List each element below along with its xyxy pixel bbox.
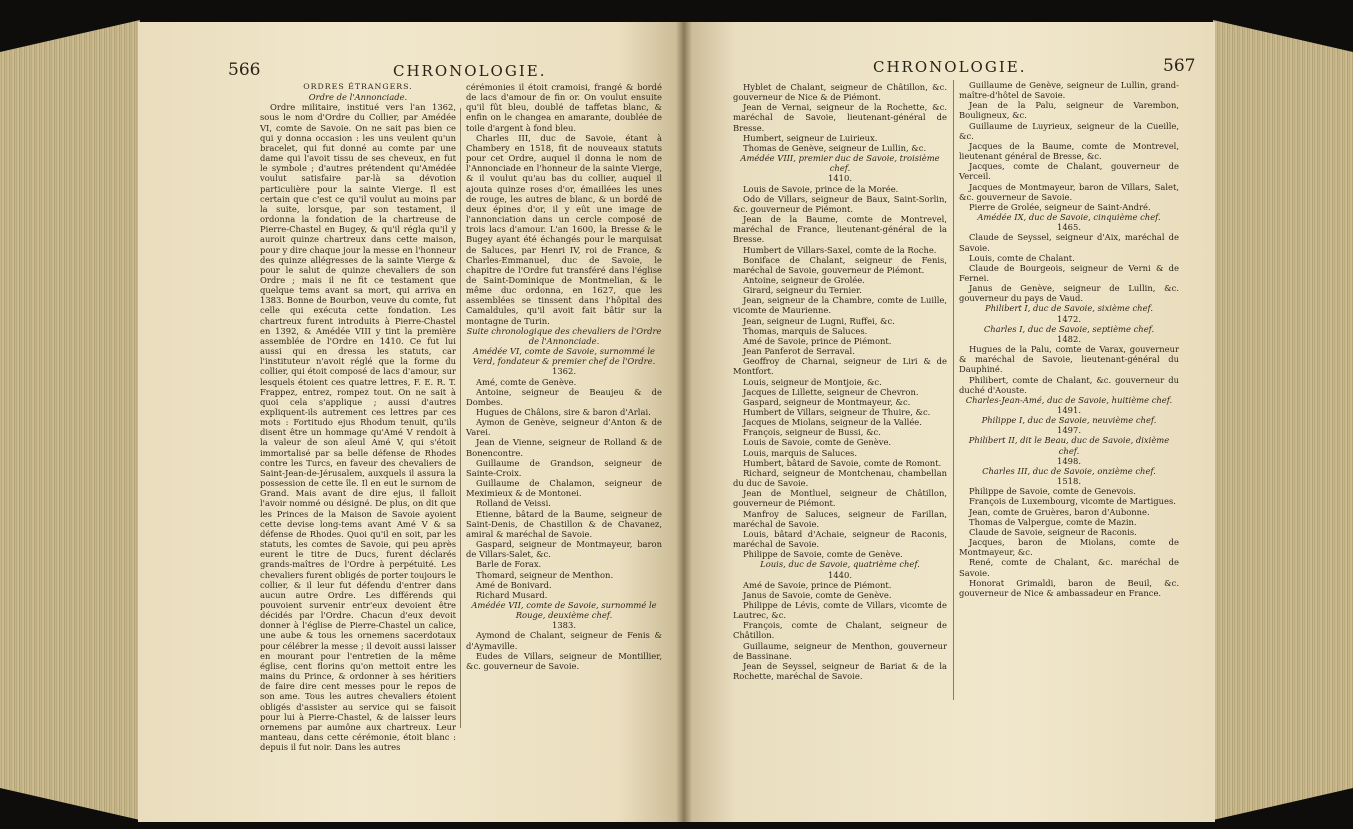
text-line: Honorat Grimaldi, baron de Beuil, &c. gouverneur de Nice & ambassadeur en France. [959, 577, 1179, 598]
text-line: Humbert, seigneur de Luirieux. [743, 132, 878, 143]
text-line: Humbert de Villars-Saxel, comte de la Roche. [743, 244, 937, 255]
text-line: Louis, marquis de Saluces. [743, 447, 858, 458]
text-line: Charles III, duc de Savoie, étant à Chambery en 1518, fit de nouveaux statuts pour cet Ordre, auquel il donna le nom de l'Annonciade en l'honneur de la sainte Vierge, & il voulut qu'au bas du collier, auquel il ajouta quinze roses d'or, émaillées les unes de rouge, les autres de blanc, & un bordé de deux épines d'or, il y eût une image de l'annonciation dans un cercle composé de trois lacs d'amour. L'an 1600, la Bresse & le Bugey ayant été échangés pour le marquisat de Saluces, par Henri IV, roi de France, & Charles-Emmanuel, duc de Savoie, le chapitre de l'Ordre fut transféré dans l'église de Saint-Dominique de Montmelian, & le même duc ordonna, en 1627, que les assemblées se tinssent dans l'hôpital des Camaldules, qu'il avoit fait bâtir sur la montagne de Turin. [466, 132, 663, 326]
text-line: Ordre de l'Annonciade. [308, 92, 408, 103]
text-line: Philippe I, duc de Savoie, neuvième chef. [981, 415, 1157, 426]
text-line: 1497. [1057, 425, 1081, 436]
text-line: Claude de Savoie, seigneur de Raconis. [969, 526, 1137, 537]
text-line: Guillaume de Luyrieux, seigneur de la Cueille, &c. [959, 120, 1179, 141]
text-line: Geoffroy de Charnai, seigneur de Liri & de Montfort. [733, 356, 947, 377]
text-line: Thomas, marquis de Saluces. [743, 325, 868, 336]
text-line: Jacques, comte de Chalant, gouverneur de Verceil. [959, 161, 1179, 182]
text-line: Charles-Jean-Amé, duc de Savoie, huitième chef. [965, 394, 1173, 405]
text-line: Etienne, bâtard de la Baume, seigneur de Saint-Denis, de Chastillon & de Chavanez, amiral & maréchal de Savoie. [466, 508, 662, 539]
text-line: Jacques de Montmayeur, baron de Villars, Salet, &c. gouverneur de Savoie. [959, 181, 1179, 202]
text-line: Jean, comte de Gruères, baron d'Aubonne. [969, 506, 1150, 517]
text-line: Antoine, seigneur de Beaujeu & de Dombes. [466, 386, 662, 407]
text-line: Jacques de Miolans, seigneur de la Vallée. [743, 417, 922, 428]
text-line: Suite chronologique des chevaliers de l'Ordre de l'Annonciade. [466, 325, 662, 346]
text-line: Humbert de Villars, seigneur de Thuire, &c. [743, 407, 931, 417]
text-line: Janus de Genève, seigneur de Lullin, &c. gouverneur du pays de Vaud. [959, 283, 1179, 304]
text-line: 1491. [1057, 405, 1081, 415]
page-edges-left [0, 20, 140, 820]
text-line: Jean de Seyssel, seigneur de Bariat & de la Rochette, maréchal de Savoie. [733, 660, 947, 682]
text-line: Thomard, seigneur de Menthon. [476, 569, 614, 580]
right-page-number: 567 [1163, 56, 1196, 76]
left-column-2 [466, 82, 662, 671]
text-line: Claude de Bourgeois, seigneur de Verni & de Fernei. [959, 262, 1179, 283]
text-line: Gaspard, seigneur de Montmayeur, &c. [743, 396, 911, 407]
text-line: Amé de Bonivard. [476, 579, 552, 590]
text-line: Jean de la Baume, comte de Montrevel, maréchal de France, lieutenant-général de la Bresse. [733, 214, 947, 245]
text-line: Philibert, comte de Chalant, &c. gouverneur du duché d'Aouste. [959, 374, 1179, 395]
text-line: Jacques de Lillette, seigneur de Chevron. [743, 386, 919, 397]
left-running-head: CHRONOLOGIE. [393, 62, 547, 80]
text-line: Philippe de Lévis, comte de Villars, vicomte de Lautrec, &c. [733, 599, 947, 621]
text-line: Amé de Savoie, prince de Piémont. [743, 335, 892, 346]
text-line: Jean, seigneur de Lugni, Ruffei, &c. [743, 315, 895, 326]
text-line: 1518. [1057, 476, 1081, 487]
right-page [683, 22, 1215, 822]
text-line: Jean de Montluel, seigneur de Châtillon, gouverneur de Piémont. [733, 488, 947, 509]
text-line: Manfroy de Saluces, seigneur de Farillan, maréchal de Savoie. [733, 508, 947, 529]
book-gutter [676, 22, 692, 822]
text-line: Aymond de Chalant, seigneur de Fenis & d'Aymaville. [466, 630, 662, 651]
text-line: Claude de Seyssel, seigneur d'Aix, maréchal de Savoie. [959, 232, 1179, 253]
text-line: Thomas de Valpergue, comte de Mazin. [969, 516, 1137, 527]
text-line: Philibert II, dit le Beau, duc de Savoie, dixième chef. [968, 435, 1170, 456]
text-line: Philibert I, duc de Savoie, sixième chef. [985, 303, 1153, 314]
text-line: Jean de la Palu, seigneur de Varembon, Bouligneux, &c. [959, 100, 1179, 121]
text-line: ORDRES ÉTRANGERS. [303, 82, 413, 91]
text-line: Louis, comte de Chalant. [969, 252, 1075, 263]
text-line: Amédée IX, duc de Savoie, cinquième chef. [977, 212, 1161, 223]
text-line: Amé de Savoie, prince de Piémont. [743, 579, 892, 590]
text-line: Guillaume de Grandson, seigneur de Sainte-Croix. [466, 457, 662, 478]
text-line: Girard, seigneur du Ternier. [743, 285, 862, 296]
text-line: Amédée VII, comte de Savoie, surnommé le Rouge, deuxième chef. [471, 599, 657, 621]
text-line: 1383. [552, 620, 576, 631]
text-line: Jean de Vienne, seigneur de Rolland & de Bonencontre. [466, 437, 662, 458]
text-line: Jacques de la Baume, comte de Montrevel, lieutenant général de Bresse, &c. [959, 140, 1179, 162]
text-line: 1440. [828, 569, 852, 580]
text-line: 1362. [552, 366, 576, 377]
text-line: Philippe de Savoie, comte de Genevois. [969, 486, 1136, 497]
text-line: 1482. [1057, 333, 1081, 344]
text-line: Amé, comte de Genève. [476, 376, 577, 387]
text-line: cérémonies il étoit cramoisi, frangé & bordé de lacs d'amour de fin or. On voulut ensuite qu'il fût bleu, doublé de taffetas blanc, & enfin on le changea en amarante, doublée de toile d'argent à fond bleu. [466, 82, 662, 133]
text-line: Boniface de Chalant, seigneur de Fenis, maréchal de Savoie, gouverneur de Piémont. [733, 254, 947, 275]
text-line: Richard Musard. [476, 589, 548, 600]
text-line: Jean Panferot de Serraval. [743, 346, 855, 357]
text-line: Odo de Villars, seigneur de Baux, Saint-Sorlin, &c. gouverneur de Piémont. [733, 193, 947, 214]
text-line: Humbert, bâtard de Savoie, comte de Romont. [743, 457, 942, 468]
text-line: Louis de Savoie, prince de la Morée. [743, 183, 899, 194]
text-line: Barle de Forax. [476, 559, 542, 570]
text-line: Hyblet de Chalant, seigneur de Châtillon, &c. gouverneur de Nice & de Piémont. [733, 82, 947, 103]
page-edges-right [1213, 20, 1353, 820]
text-line: René, comte de Chalant, &c. maréchal de Savoie. [959, 557, 1179, 578]
text-line: Louis de Savoie, comte de Genève. [743, 437, 892, 448]
text-line: Guillaume, seigneur de Menthon, gouverneur de Bassinane. [733, 640, 947, 661]
text-line: François, comte de Chalant, seigneur de Châtillon. [733, 620, 947, 641]
text-line: Jacques, baron de Miolans, comte de Montmayeur, &c. [959, 537, 1179, 558]
text-line: Charles I, duc de Savoie, septième chef. [983, 323, 1155, 334]
text-line: Jean de Vernai, seigneur de la Rochette, &c. maréchal de Savoie, lieutenant-général de Bresse. [733, 102, 947, 133]
text-line: Guillaume de Chalamon, seigneur de Meximieux & de Montonei. [466, 478, 662, 499]
text-line: Richard, seigneur de Montchenau, chambellan du duc de Savoie. [733, 467, 947, 489]
text-line: François de Luxembourg, vicomte de Martigues. [969, 496, 1176, 507]
text-line: Louis, bâtard d'Achaie, seigneur de Raconis, maréchal de Savoie. [733, 528, 947, 550]
text-line: Louis, duc de Savoie, quatrième chef. [760, 559, 920, 570]
text-line: Louis, seigneur de Montjoie, &c. [743, 376, 882, 387]
text-line: Guillaume de Genève, seigneur de Lullin, grand-maître-d'hôtel de Savoie. [959, 80, 1179, 101]
text-line: 1472. [1057, 313, 1081, 324]
text-line: Rolland de Veissi. [476, 498, 551, 509]
left-page-number: 566 [228, 60, 261, 80]
right-column-2 [959, 80, 1179, 598]
left-column-1 [260, 82, 456, 752]
right-column-1 [733, 82, 947, 681]
text-line: Hugues de la Palu, comte de Varax, gouverneur & maréchal de Savoie, lieutenant-général du Dauphiné. [959, 344, 1179, 375]
text-line: Amédée VI, comte de Savoie, surnommé le Verd, fondateur & premier chef de l'Ordre. [472, 346, 656, 367]
text-line: Antoine, seigneur de Grolée. [743, 274, 865, 285]
text-line: Jean, seigneur de la Chambre, comte de Luille, vicomte de Maurienne. [733, 295, 947, 316]
left-page [138, 22, 683, 822]
right-running-head: CHRONOLOGIE. [873, 58, 1027, 76]
text-line: Gaspard, seigneur de Montmayeur, baron de Villars-Salet, &c. [466, 539, 662, 560]
text-line: 1410. [828, 173, 852, 184]
text-line: Janus de Savoie, comte de Genève. [743, 589, 892, 600]
text-line: Eudes de Villars, seigneur de Montillier, &c. gouverneur de Savoie. [466, 650, 662, 671]
text-line: Pierre de Grolée, seigneur de Saint-André. [969, 201, 1151, 212]
text-line: François, seigneur de Bussi, &c. [743, 427, 881, 438]
text-line: Ordre militaire, institué vers l'an 1362, sous le nom d'Ordre du Collier, par Amédée VI, comte de Savoie. On ne sait pas bien ce qui y donna occasion : les uns veulent qu'un bracelet, qui fut donné au comte par une dame qui l'avoit tissu de ses cheveux, en fut le symbole ; d'autres prétendent qu'Amédée voulut satisfaire par-là sa dévotion particulière pour la sainte Vierge. Il est certain que c'est ce qu'il voulut au moins par la suite, lorsque, par son testament, il ordonna la fondation de la chartreuse de Pierre-Chastel en Bugey, & qu'il régla qu'il y auroit quinze chartreux dans cette maison, pour y dire chaque jour la messe en l'honneur des quinze allégresses de la sainte Vierge & pour le salut de quinze chevaliers de son Ordre ; mais il ne fit ce testament que quelque tems avant sa mort, qui arriva en 1383. Bonne de Bourbon, veuve du comte, fut celle qui exécuta cette fondation. Les chartreux furent introduits à Pierre-Chastel en 1392, & Amédée VIII y tint la première assemblée de l'Ordre en 1410. Ce fut lui aussi qui en dressa les statuts, car l'instituteur n'avoit réglé que la forme du collier, qui étoit composé de lacs d'amour, sur lesquels étoient ces quatre lettres, F. E. R. T. Frappez, entrez, rompez tout. On ne sait à quoi cela s'applique ; aussi d'autres expliquent-ils autrement ces lettres par ces mots : Fortitudo ejus Rhodum tenuit, qu'ils disent être un hommage qu'Amé V rendoit à la valeur de son aïeul Amé V, qui s'étoit immortalisé par sa belle défense de Rhodes contre les Turcs, en faveur des chevaliers de Saint-Jean-de-Jérusalem, auxquels il assura la possession de cette île. Il en eut le surnom de Grand. Mais avant de dire ejus, il falloit l'avoir nommé ou désigné. De plus, on dit que les Princes de la Maison de Savoie ayoient cette devise long-tems avant Amé V & sa défense de Rhodes. Quoi qu'il en soit, par les statuts, les comtes de Savoie, qui peu après eurent le titre de Ducs, furent déclarés grands-maîtres de l'Ordre à perpétuité. Les chevaliers furent obligés de porter toujours le collier, & il leur fut défendu d'entrer dans aucun autre Ordre. Les différends qui pouvoient survenir entr'eux devoient être décidés par l'Ordre. Chacun d'eux devoit donner à l'église de Pierre-Chastel un calice, une aube & tous les ornemens sacerdotaux pour célébrer la messe ; il devoit aussi laisser en mourant pour l'entretien de la même église, cent florins qu'on mettoit entre les mains du Prince, & ordonner à ses héritiers de faire dire cent messes pour le repos de son ame. Tous les autres chevaliers étoient obligés d'assister au service qui se faisoit pour lui à Pierre-Chastel, & de laisser leurs ornemens par aumône aux chartreux. Leur manteau, dans cette cérémonie, étoit blanc : depuis il fut noir. Dans les autres [260, 102, 456, 753]
text-line: Aymon de Genève, seigneur d'Anton & de Varei. [466, 417, 662, 438]
text-line: Hugues de Châlons, sire & baron d'Arlai. [476, 407, 651, 417]
text-line: Philippe de Savoie, comte de Genève. [743, 549, 903, 560]
text-line: 1465. [1057, 222, 1081, 233]
text-line: Thomas de Genève, seigneur de Lullin, &c. [743, 142, 927, 153]
text-line: 1498. [1057, 455, 1081, 466]
column-rule [460, 108, 461, 728]
text-line: Amédée VIII, premier duc de Savoie, troisième chef. [740, 153, 940, 174]
column-rule [953, 80, 954, 700]
text-line: Charles III, duc de Savoie, onzième chef. [982, 465, 1156, 476]
